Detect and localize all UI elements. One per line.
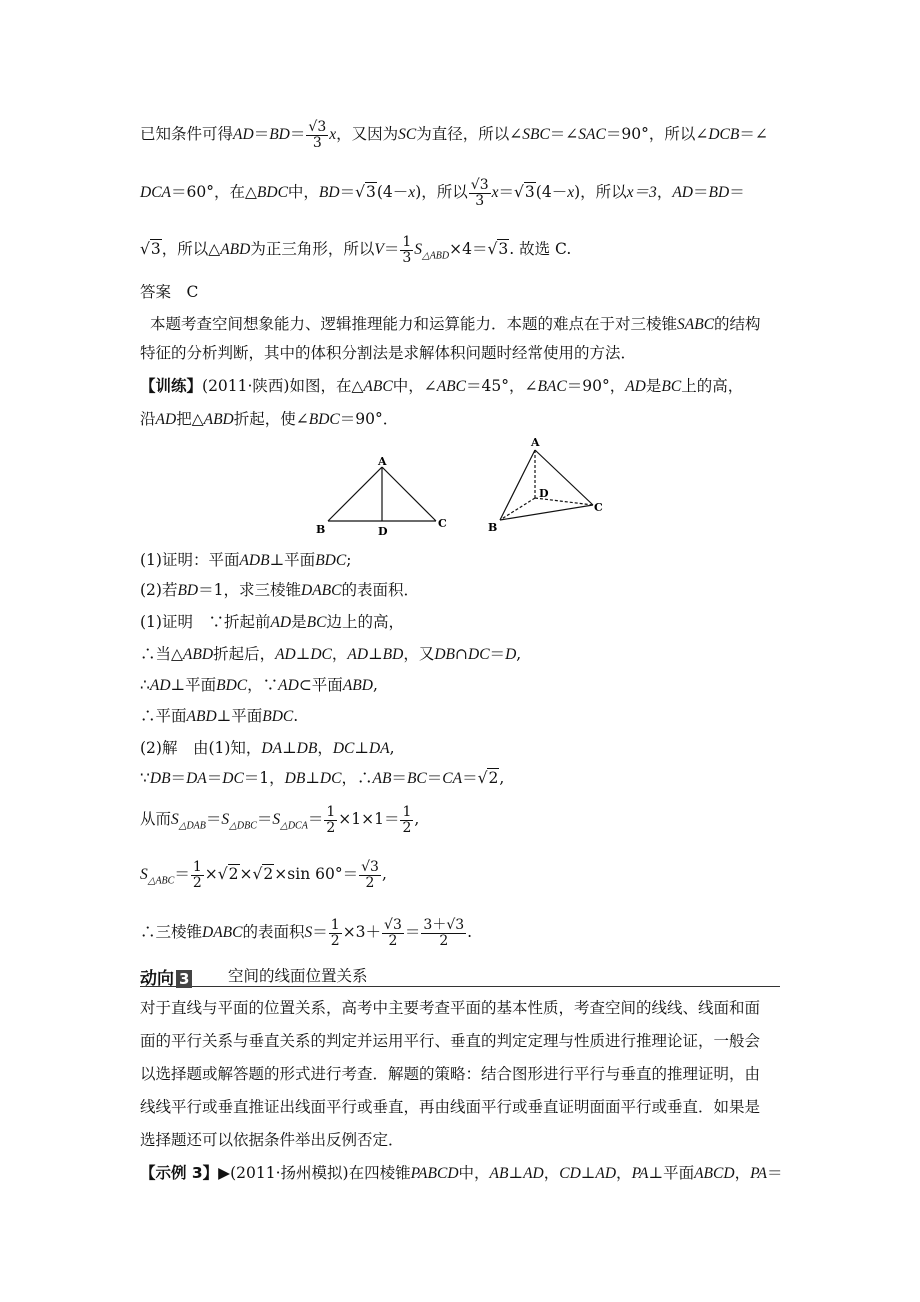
label-b-folded: B xyxy=(488,521,498,534)
label-d-flat: D xyxy=(378,525,388,538)
solve-line-5: ∴三棱锥DABC的表面积S＝ $\frac{1}{2}$ ×3＋ $\frac{√3}{2}$ ＝ $\frac{3+√3}{2}$ . xyxy=(140,917,473,949)
paragraph-line-3: 以选择题或解答题的形式进行考查．解题的策略：结合图形进行平行与垂直的推理证明，由 xyxy=(140,1065,761,1083)
paragraph-line-5: 选择题还可以依据条件举出反例否定． xyxy=(140,1131,404,1149)
paragraph-line-2: 面的平行关系与垂直关系的判定并运用平行、垂直的判定定理与性质进行推理论证，一般会 xyxy=(140,1032,761,1050)
answer-line: 答案 C xyxy=(140,283,199,301)
section-title: 空间的线面位置关系 xyxy=(228,967,368,985)
section-heading xyxy=(140,964,780,987)
solution-line-1: 已知条件可得AD＝BD＝ $\frac{√3}{3}$ x，又因为SC为直径，所以∠SBC＝∠SAC＝90°，所以∠DCB＝∠ xyxy=(140,119,768,151)
label-b-flat: B xyxy=(316,523,326,536)
triangle-figures xyxy=(310,435,620,543)
training-line-2: 沿AD把△ABD折起，使∠BDC＝90°． xyxy=(140,410,399,428)
solve-line-3: 从而$S_{\triangle DAB}=S_{\triangle DBC}=S_{\triangle DCA}=$ $\frac{1}{2}$ ×1×1＝ $\frac{1}{2}$ , xyxy=(140,804,420,836)
solve-line-2: ∵DB＝DA＝DC＝1，DB⊥DC，∴AB＝BC＝CA＝√2, xyxy=(140,769,505,787)
comment-line-2: 特征的分析判断，其中的体积分割法是求解体积问题时经常使用的方法． xyxy=(140,344,637,362)
label-c-folded: C xyxy=(594,501,603,514)
proof-line-1: (1)证明 ∵折起前AD是BC边上的高， xyxy=(140,613,404,631)
paragraph-line-4: 线线平行或垂直推证出线面平行或垂直，再由线面平行或垂直证明面面平行或垂直．如果是 xyxy=(140,1098,761,1116)
question-1: (1)证明：平面ADB⊥平面BDC; xyxy=(140,551,352,569)
section-badge: 动向 3 xyxy=(140,964,192,989)
flat-triangle-figure xyxy=(328,467,436,521)
solution-line-3: √3，所以△ABD为正三角形，所以V＝ $\frac{1}{3}$ $S_{\triangle ABD}\times 4=√3$. 故选 C. xyxy=(140,234,572,266)
fraction: $\frac{√3}{3}$ xyxy=(308,119,327,151)
label-a-flat: A xyxy=(378,455,387,468)
training-line-1: 【训练】(2011·陕西)如图，在△ABC中，∠ABC＝45°，∠BAC＝90°，AD是BC上的高， xyxy=(140,377,744,395)
example-tag: 【示例 3】▶ xyxy=(140,1164,231,1182)
solve-line-4: $S_{\triangle ABC}=$ $\frac{1}{2}$ ×√2×√2×sin 60°＝ $\frac{√3}{2}$ , xyxy=(140,859,387,891)
label-a-folded: A xyxy=(531,436,540,449)
label-d-folded: D xyxy=(539,487,549,500)
paragraph-line-1: 对于直线与平面的位置关系，高考中主要考查平面的基本性质，考查空间的线线、线面和面 xyxy=(140,999,761,1017)
proof-line-4: ∴平面ABD⊥平面BDC. xyxy=(140,707,299,725)
solve-line-1: (2)解 由(1)知，DA⊥DB，DC⊥DA, xyxy=(140,739,395,757)
label-c-flat: C xyxy=(438,517,447,530)
proof-line-3: ∴AD⊥平面BDC，∵AD⊂平面ABD, xyxy=(140,676,378,694)
solution-line-2: DCA＝60°，在△BDC中，BD＝√3(4－x)，所以 $\frac{√3}{3}$ x＝√3(4－x)，所以x＝3，AD＝BD＝ xyxy=(140,177,745,209)
comment-line-1: 本题考查空间想象能力、逻辑推理能力和运算能力．本题的难点在于对三棱锥SABC的结构 xyxy=(150,315,761,333)
question-2: (2)若BD＝1，求三棱锥DABC的表面积． xyxy=(140,581,419,599)
folded-pyramid-figure xyxy=(500,450,593,520)
example-line: 【示例 3】▶(2011·扬州模拟)在四棱锥PABCD中，AB⊥AD，CD⊥AD，PA⊥平面ABCD，PA＝ xyxy=(140,1164,783,1182)
proof-line-2: ∴当△ABD折起后，AD⊥DC，AD⊥BD，又DB∩DC＝D, xyxy=(140,645,522,663)
